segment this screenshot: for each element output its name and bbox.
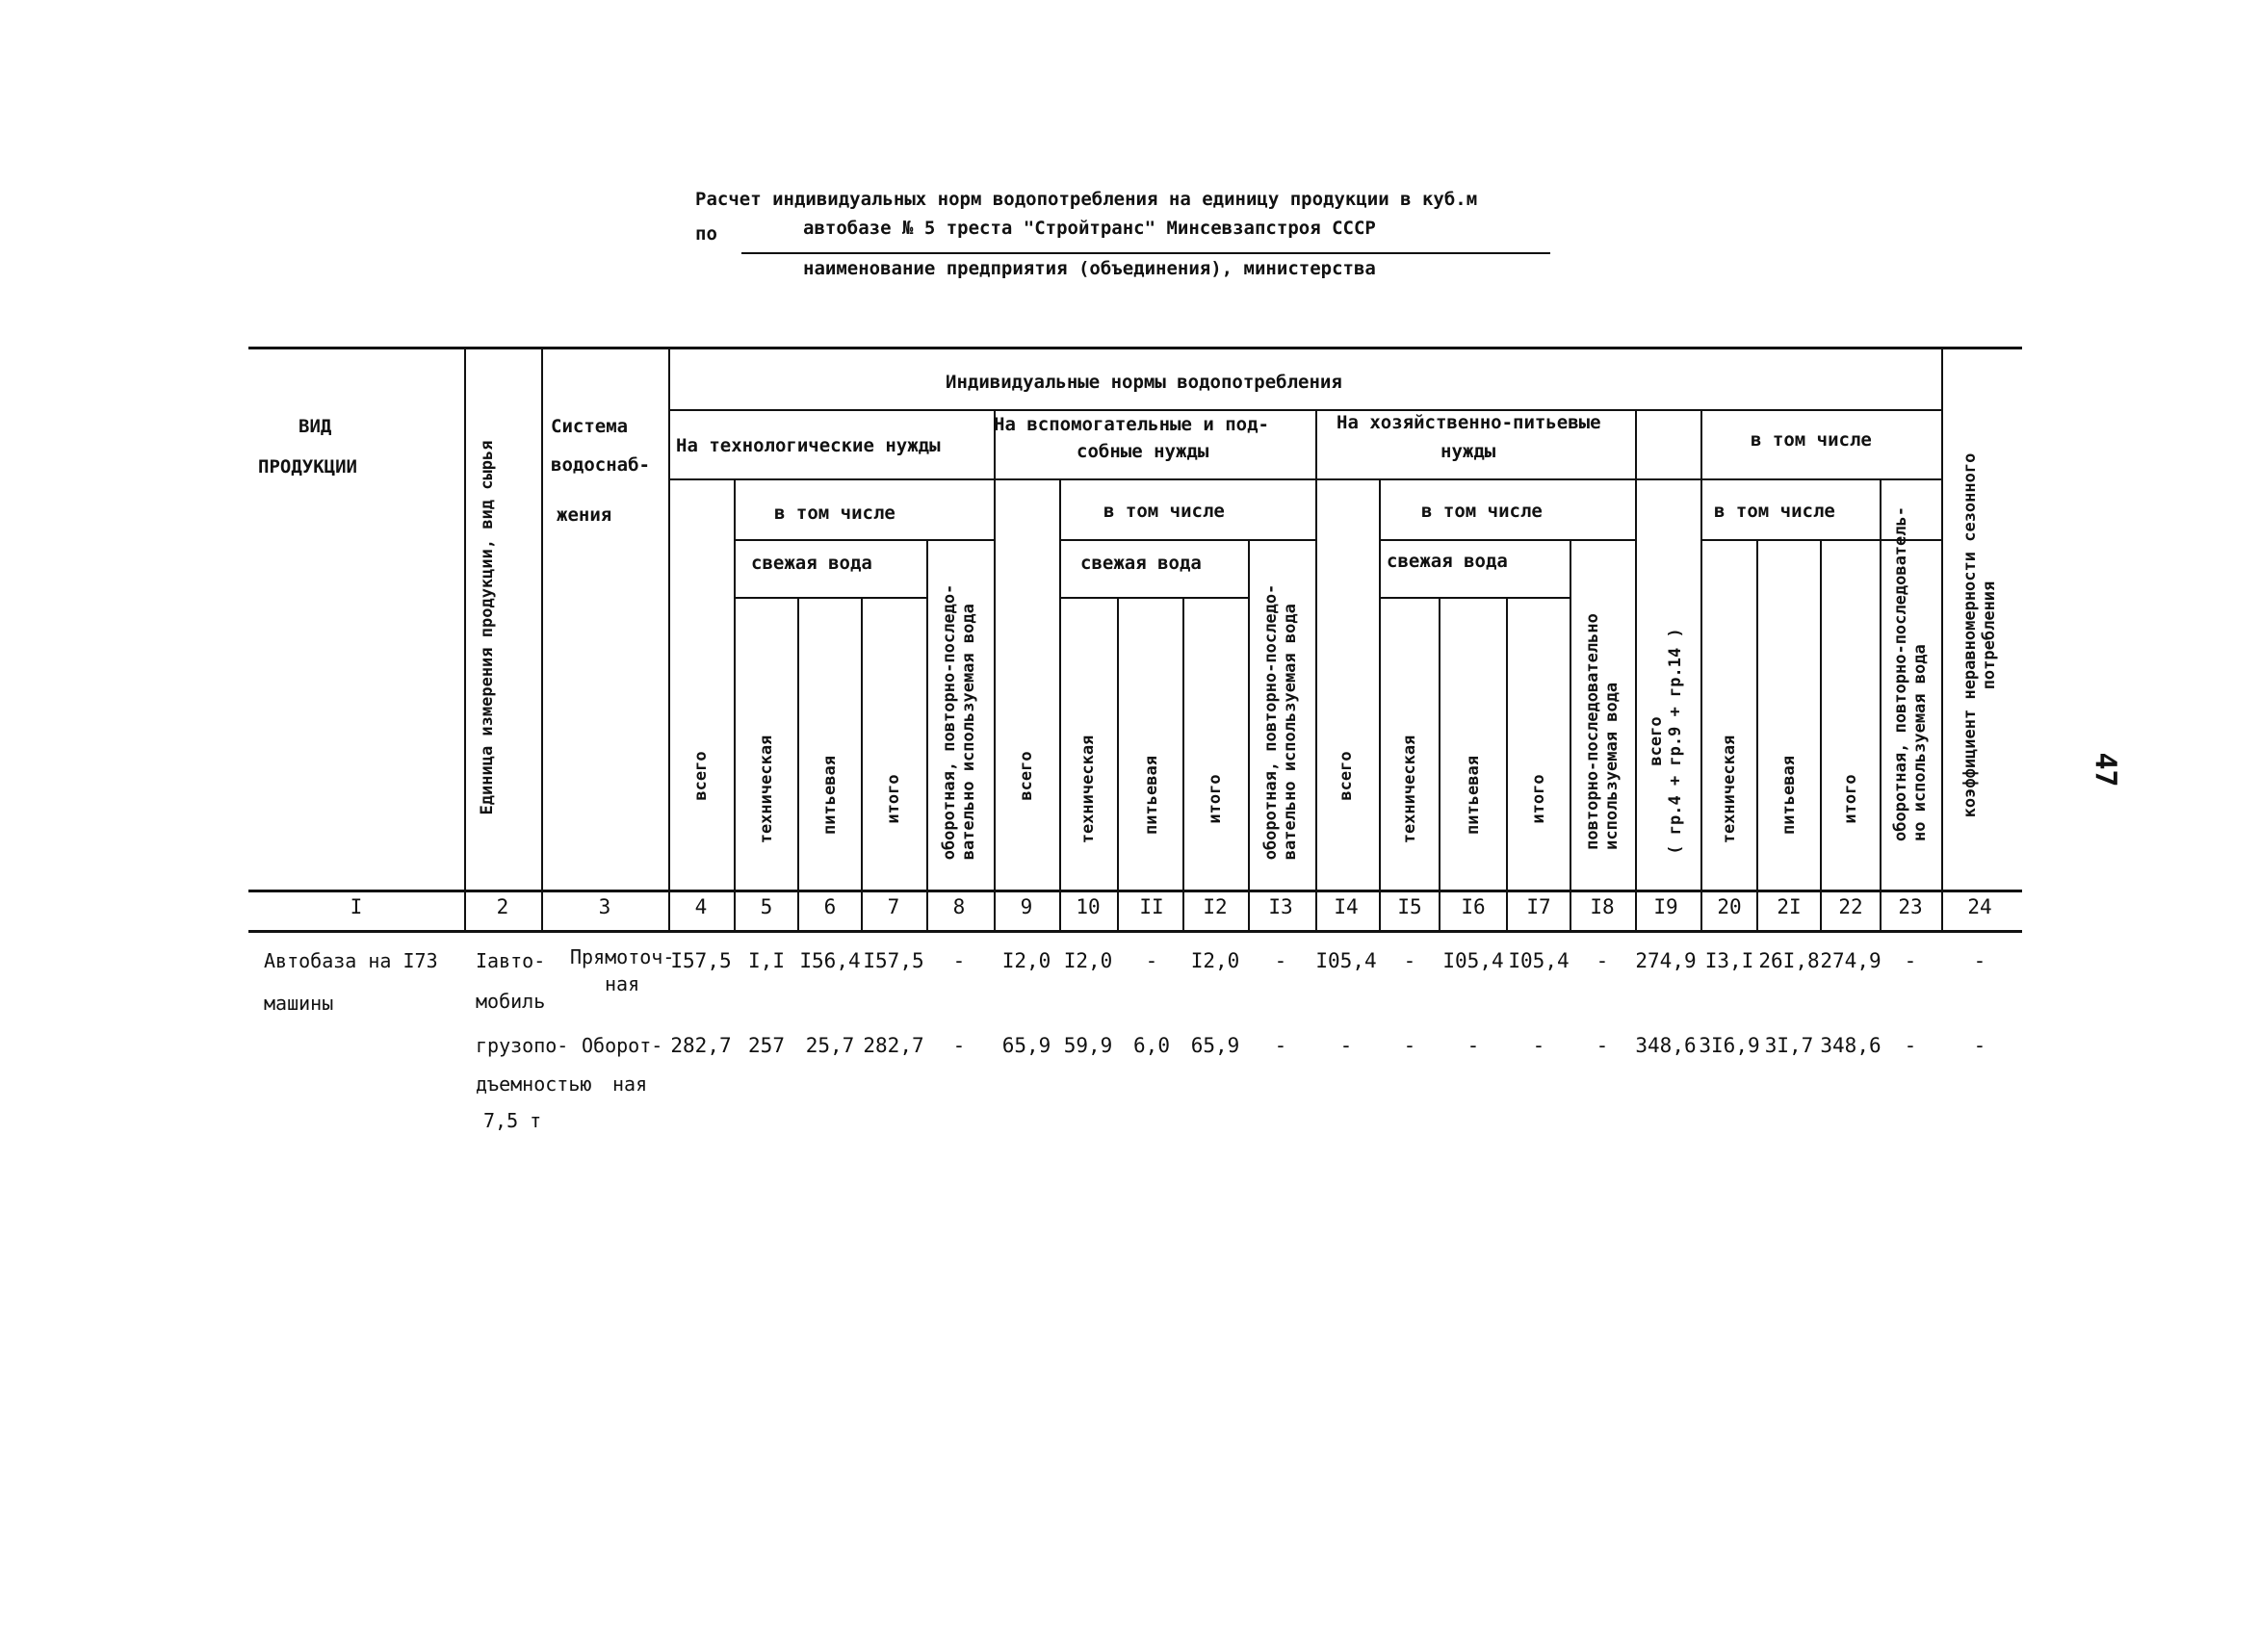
norms-bottom-line [668, 409, 1941, 411]
vline-5 [797, 597, 799, 932]
vline-19 [1700, 409, 1702, 932]
r2-system-line1: Оборот- [582, 1034, 663, 1057]
column-number: 7 [887, 895, 900, 918]
incl-line-tech [734, 539, 994, 541]
header-incl-aux: в том числе [1103, 501, 1225, 522]
vline-13 [1315, 409, 1317, 932]
header-sys1: Система [551, 416, 629, 437]
header-c8: оборотная, повторно-последо- вательно используемая вода [940, 583, 978, 861]
doc-title-po: по [695, 223, 717, 245]
header-c9: всего [1017, 751, 1036, 801]
table-cell: - [1904, 1034, 1917, 1057]
table-cell: 65,9 [1001, 1034, 1051, 1057]
header-vid: ВИД [298, 416, 332, 437]
header-c7: итого [884, 774, 903, 824]
header-c24: коэффициент неравномерности сезонного потребления [1960, 452, 1999, 818]
vline-4 [734, 478, 736, 932]
vline-16 [1506, 597, 1508, 932]
incl-line-aux [1059, 539, 1315, 541]
table-cell: 6,0 [1133, 1034, 1170, 1057]
header-incl-dom: в том числе [1421, 501, 1543, 522]
header-c22: итого [1841, 774, 1860, 824]
table-cell: 3I,7 [1764, 1034, 1814, 1057]
table-cell: 65,9 [1190, 1034, 1240, 1057]
column-number: 2 [496, 895, 509, 918]
vline-12 [1248, 539, 1250, 932]
column-number: 22 [1838, 895, 1863, 918]
column-number: I8 [1590, 895, 1615, 918]
vline-21 [1820, 539, 1822, 932]
unit-line3: грузопо- [476, 1034, 569, 1057]
header-c20: техническая [1720, 735, 1739, 844]
header-norms: Индивидуальные нормы водопотребления [946, 372, 1342, 393]
header-c5: техническая [757, 735, 776, 844]
table-cell: 274,9 [1635, 949, 1697, 972]
column-number: 24 [1967, 895, 1992, 918]
r1-system-line1: Прямоточ- [570, 945, 675, 968]
table-cell: - [1596, 1034, 1609, 1057]
unit-line3b: дъемностью [476, 1072, 592, 1096]
incl-line-dom [1379, 539, 1635, 541]
vline-11 [1182, 597, 1184, 932]
header-aux2: собные нужды [1077, 441, 1209, 462]
header-c4: всего [691, 751, 711, 801]
table-cell: 257 [748, 1034, 785, 1057]
table-cell: I05,4 [1508, 949, 1570, 972]
title-underline [741, 252, 1550, 254]
fresh-line-tech [734, 597, 926, 599]
table-cell: I57,5 [670, 949, 732, 972]
header-col2: Единица измерения продукции, вид сырья [478, 440, 497, 815]
r2-system-line2: ная [612, 1072, 648, 1096]
header-c23: оборотная, повторно-последователь- но используемая вода [1891, 506, 1930, 841]
doc-title-line1: Расчет индивидуальных норм водопотребления на единицу продукции в куб.м [695, 189, 1478, 210]
table-cell: - [1403, 1034, 1416, 1057]
table-cell: I05,4 [1315, 949, 1377, 972]
header-fresh-tech: свежая вода [751, 553, 872, 574]
product-name-line2: машины [264, 992, 334, 1015]
table-cell: I3,I [1704, 949, 1754, 972]
vline-7 [926, 539, 928, 932]
fresh-line-aux [1059, 597, 1248, 599]
unit-line1: Iавто- [476, 949, 546, 972]
table-cell: - [952, 949, 966, 972]
table-cell: 59,9 [1063, 1034, 1113, 1057]
column-number: 9 [1020, 895, 1033, 918]
product-name-line1: Автобаза на I73 [264, 949, 438, 972]
vline-15 [1439, 597, 1440, 932]
table-cell: 3I6,9 [1699, 1034, 1760, 1057]
table-cell: 282,7 [670, 1034, 732, 1057]
vline-6 [861, 597, 863, 932]
table-cell: 274,9 [1820, 949, 1882, 972]
vline-1 [464, 347, 466, 932]
table-cell: - [952, 1034, 966, 1057]
header-c19: всего ( гр.4 + гр.9 + гр.14 ) [1647, 628, 1685, 855]
table-cell: - [1596, 949, 1609, 972]
table-cell: I56,4 [799, 949, 861, 972]
column-number: 8 [952, 895, 966, 918]
table-cell: - [1532, 1034, 1545, 1057]
table-cell: - [1145, 949, 1158, 972]
group-bottom-line [668, 478, 1941, 480]
column-number: I3 [1268, 895, 1293, 918]
header-incl-sub: в том числе [1714, 501, 1835, 522]
table-cell: - [1904, 949, 1917, 972]
column-number: I9 [1653, 895, 1678, 918]
table-cell: - [1274, 949, 1287, 972]
header-c13: оборотная, повторно-последо- вательно используемая вода [1261, 583, 1300, 861]
vline-17 [1570, 539, 1571, 932]
vline-2 [541, 347, 543, 932]
table-cell: I57,5 [863, 949, 924, 972]
column-number: 5 [760, 895, 773, 918]
table-cell: - [1973, 949, 1986, 972]
table-cell: 282,7 [863, 1034, 924, 1057]
header-c6: питьевая [820, 756, 840, 835]
unit-line2: мобиль [476, 990, 546, 1013]
column-number: I7 [1526, 895, 1551, 918]
column-number: I6 [1461, 895, 1486, 918]
column-number: 3 [598, 895, 611, 918]
header-c11: питьевая [1142, 756, 1161, 835]
vline-8 [994, 409, 996, 932]
header-fresh-aux: свежая вода [1080, 553, 1202, 574]
vline-10 [1117, 597, 1119, 932]
table-top-line [248, 347, 2022, 349]
table-cell: - [1466, 1034, 1480, 1057]
r1-system-line2: ная [605, 972, 640, 995]
doc-title-line3: наименование предприятия (объединения), министерства [803, 258, 1376, 279]
header-c14: всего [1337, 751, 1356, 801]
column-number: 4 [694, 895, 708, 918]
header-incl-total: в том числе [1751, 429, 1872, 451]
header-c21: питьевая [1779, 756, 1799, 835]
header-produktsii: ПРОДУКЦИИ [258, 456, 357, 478]
header-dom1: На хозяйственно-питьевые [1337, 412, 1601, 433]
doc-title-line2: автобазе № 5 треста "Стройтранс" Минсевзапстроя СССР [803, 218, 1376, 239]
table-cell: - [1274, 1034, 1287, 1057]
vline-22 [1880, 478, 1882, 932]
table-cell: I,I [748, 949, 785, 972]
column-number: I [350, 895, 363, 918]
column-number: 20 [1717, 895, 1742, 918]
vline-9 [1059, 478, 1061, 932]
header-c17: итого [1529, 774, 1548, 824]
header-incl-tech: в том числе [774, 503, 895, 524]
table-cell: I05,4 [1442, 949, 1504, 972]
column-number: 23 [1898, 895, 1923, 918]
column-number: 6 [823, 895, 837, 918]
column-number: I5 [1397, 895, 1422, 918]
unit-line4: 7,5 т [483, 1109, 542, 1132]
header-tech: На технологические нужды [676, 435, 941, 456]
vline-23 [1941, 347, 1943, 932]
vline-20 [1756, 539, 1758, 932]
table-cell: - [1973, 1034, 1986, 1057]
column-number: I4 [1334, 895, 1359, 918]
header-sys3: жения [557, 504, 612, 526]
table-cell: 25,7 [805, 1034, 855, 1057]
table-cell: 348,6 [1820, 1034, 1882, 1057]
column-number: 10 [1076, 895, 1101, 918]
table-cell: - [1403, 949, 1416, 972]
table-cell: I2,0 [1190, 949, 1240, 972]
vline-18 [1635, 409, 1637, 932]
column-number: 2I [1777, 895, 1802, 918]
header-c10: техническая [1078, 735, 1098, 844]
column-number: II [1139, 895, 1164, 918]
header-c18: повторно-последовательно используемая вода [1583, 613, 1622, 850]
header-fresh-dom: свежая вода [1387, 551, 1508, 572]
header-c16: питьевая [1464, 756, 1483, 835]
table-cell: 348,6 [1635, 1034, 1697, 1057]
header-aux1: На вспомогательные и под- [994, 414, 1269, 435]
fresh-line-dom [1379, 597, 1570, 599]
table-cell: I2,0 [1063, 949, 1113, 972]
table-cell: - [1339, 1034, 1353, 1057]
header-c15: техническая [1400, 735, 1419, 844]
header-c12: итого [1206, 774, 1225, 824]
table-cell: 26I,8 [1758, 949, 1820, 972]
page-number: 47 [2088, 752, 2122, 787]
table-cell: I2,0 [1001, 949, 1051, 972]
vline-3 [668, 347, 670, 932]
header-dom2: нужды [1440, 441, 1496, 462]
column-number: I2 [1203, 895, 1228, 918]
header-sys2: водоснаб- [551, 454, 650, 476]
vline-14 [1379, 478, 1381, 932]
